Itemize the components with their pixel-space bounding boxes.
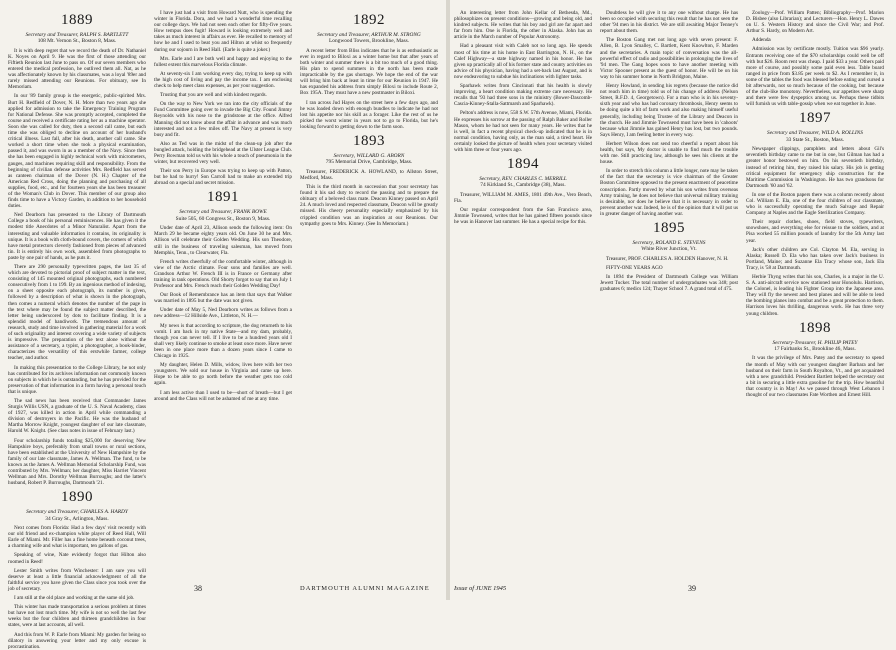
secretary-line: Secretary, ROLAND E. STEVENS [632, 240, 706, 246]
text-column [154, 10, 292, 576]
body-paragraph: Had a pleasant visit with Caleb not so long ago. He spends most of his time at his home in East Barrington, N. H., on the Calef Highway—a state highway named in his honor. He has given up practically all of his former state and county activities on advice of his physician, having had a set-back last August, and is now endeavoring to subdue his inclinations with lighter tasks. [454, 43, 592, 80]
body-paragraph: In our '89 family group is the energetic, public-spirited Mrs. Burt H. Redfield of Dover, N. H. More than two years ago she applied for admission to take the Emergency Training Program for National Defense. She was promptly accepted, completed the course and received a certificate rating her as a machine operator. Soon she was called for duty, then a second call came, but each time she was obliged to decline on account of her husband's critical illness. Last fall, after his death, another call came. She worked a short time when she took a physical examination, passed it, and was sworn in as a member of the Navy. Since then she has been engaged in highly technical work with micrometers, gauges, and machines requiring skill and responsibility. From the beginning of civilian defense activities Mrs. Redfield has served as canteen chairman of the Dover (N. H.) Chapter of the American Red Cross, doing the planning and purchasing of all supplies, food, etc., and for fourteen years she has been treasurer of the Woman's Club in Dover. This member of our group also finds time to have a Victory Garden, in addition to her household duties. [8, 93, 146, 210]
body-paragraph: Jack's other children are Col. Clayton M. Ela, serving in Alaska; Russell D. Ela who has taken over Jack's business in Portland, Maine; and Suzanne Ela Tracy whose son, Jack Ela Tracy, is '58 at Dartmouth. [746, 246, 884, 271]
body-paragraph: My news is that according to scripture, the dog returneth to his vomit. I am back in my native State—and my dam, probably, though you can never tell. If I live to be a hundred years old I shall very likely continue to smoke at least once more. Have never been in one place more than a dozen years since I came to Chicago in 1925. [154, 322, 292, 360]
body-paragraph: Speaking of wine, Nate evidently forgot that Hilton also roomed in Reed! [8, 552, 146, 565]
body-paragraph: This is the third month in succession that your secretary has found it his sad duty to record the passing and to prepare the obituary of a beloved class mate. Deacon Kinney passed on April 24. A much loved and respected classmate, Deacon will be greatly missed. His cheery personality especially emphasized by his crippled condition was an inspiration at our Reunions. Our sympathy goes to Mrs. Kinney. (See In Memoriam.) [300, 184, 438, 227]
secretary-line: Secretary, REV. CHARLES C. MERRILL [479, 176, 567, 183]
body-paragraph: Ned Dearborn has presented to the Library of Dartmouth College a book of his personal reminiscences. He has given it the modest title Anecdotes of a Minor Naturalist. Apart from the interesting and valuable information it contains, its originality is unique. It is a book with cloth-bound covers, the corners of which have metal protectors cleverly fashioned from pieces of advanced tin. It is entirely his own work, assembled from photographs to paste by one pair of hands, as he puts it. [8, 212, 146, 261]
body-paragraph: Herbie Thyng writes that his son, Charles, is a major in the U. S. A. anti-aircraft service now stationed near Honolulu. Harrison, the Colonel, is leading his Fighter Group into the Japanese area. They will fly the newest and best planes and will be able to lend the bombing planes into combat and be a great protection to them. Harrison loves his thrilling, dangerous work. He has three very young children. [746, 274, 884, 317]
secretary-line: Secretary and Treasurer, FRANK BOWE [179, 209, 267, 216]
body-paragraph: In order to stretch this column a little longer, note may be taken of the fact that the secretary is vice chairman of the Greater Boston Committee opposed to the present enactment of peacetime conscription. Partly moved by what his son writes from overseas Army training, he does not believe that universal military training is desirable, nor does he believe that it is necessary in order to prevent another war. Indeed, he is of the opinion that it will put us in greater danger of having another war. [600, 168, 738, 217]
body-paragraph: Four scholarship funds totaling $25,000 for deserving New Hampshire boys, preferably from small towns or rural sections, have been established at the University of New Hampshire by the family of our late classmate, James A. Wellman. The fund, to be known as the James A. Wellman Memorial Scholarship Fund, was contributed by Mrs. Wellman; her daughter, Miss Harriet Vincent Wellman and Mrs. Dorothy Wellman Burroughs; and the latter's husband, Robert P. Burroughs, Dartmouth '21. [8, 437, 146, 487]
body-paragraph: Herbert Wilson does not send too cheerful a report about his health, but says, My doctor is unable to find much the trouble with me. Still practicing law, although he sees his clients at the house. [600, 140, 738, 166]
left-page [0, 0, 446, 650]
class-year-heading: 1892 [353, 12, 385, 28]
right-page-number: 39 [688, 584, 696, 593]
secretary-address: 795 Memorial Drive, Cambridge, Mass. [325, 159, 413, 166]
body-paragraph: Our regular correspondent from the San Francisco area, Jimmie Townsend, writes that he has gained fifteen pounds since he was in Hanover last summer. He has a special recipe for this. [454, 207, 592, 226]
secretary-line: Secretary and Treasurer, RALPH S. BARTLETT [25, 32, 129, 38]
secretary-line: Secretary-Treasurer, H. PHILIP PATEY [772, 339, 858, 346]
class-year-heading: 1891 [207, 189, 239, 206]
secretary-line: Secretary and Treasurer, WILD A. ROLLINS [767, 130, 863, 137]
secretary-line: Secretary, WILLARD G. ABORN [333, 153, 405, 160]
body-paragraph: A recent letter from Bliss indicates that he is as enthusiastic as ever in regard to Biloxi as a winter home but that after years of both winter and summer there is a bit too much of a good thing. His plan to spend summers in the north has been made impracticable by the gas shortage. We hope the end of the war will bring him back at least in time for our Reunion in 1947. He has expanded his address from simply Biloxi to include Route 2, Box 195A. They must have a new postmaster in Biloxi. [300, 47, 438, 97]
body-paragraph: At seventy-six I am working every day, trying to keep up with the high cost of living and pay the income tax. I am enclosing check to help meet class expenses, as per your suggestion. [154, 70, 292, 90]
text-column [600, 10, 738, 576]
class-year-heading: 1897 [799, 110, 831, 127]
body-paragraph: Trusting that you are well and with kindest regards. [160, 92, 267, 99]
body-paragraph: Pelton's address is now, 558 S.W. 57th Avenue, Miami, Florida. He expresses his sorrow at the passing of Ralph Baker and Roller Mason, whom he had not seen for many years. He writes that he is well, in fact a recent physical check-up indicated that he is in normal condition, having only, as the man said, a tired heart. He certainly looked the picture of health when your secretary visited with him three or four years ago. [454, 110, 592, 153]
secretary-address: 74 Kirkland St., Cambridge (38), Mass. [480, 182, 566, 189]
body-paragraph: I am less active than I used to be—short of breath—but I get around and the Class will not be ashamed of me at any time. [154, 389, 292, 402]
body-paragraph: Treasurer, WILLIAM M. AMES, 1801 49th Ave., Vero Beach, Fla. [454, 191, 592, 204]
secretary-line: Secretary and Treasurer, ARTHUR M. STRONG [317, 32, 421, 38]
issue-date: Issue of JUNE 1945 [454, 585, 507, 592]
body-paragraph: My daughter, Helen D. Mills, widow, lives here with her two youngsters. We sold our house in Virginia and came up here. Hope to be able to go north before the weather gets too cold again. [154, 362, 292, 387]
body-paragraph: And this from W. P. Earle from Miami: My garden for being so dilatory in answering your letter and my only excuse is procrastination. [8, 631, 146, 650]
body-paragraph: Treasurer, FREDERICK A. HOWLAND, to Allston Street, Medford, Mass. [300, 168, 438, 181]
secretary-address: 34 Gray St., Arlington, Mass. [45, 515, 109, 522]
body-paragraph: Their son Perry in Europe was trying to keep up with Patton, but he had to hurry! Son Carroll had to make an extended trip abroad on a special and secret mission. [154, 168, 292, 187]
text-column [300, 10, 438, 576]
body-paragraph: I ran across Jud Hayes on the street here a few days ago, and he was loaded down with enough bundles to indicate he had not lost his appetite nor his skill as a forager. Like the rest of us he picked the worst winter in years not to go to Florida, but he's looking forward to getting down to the farm soon. [300, 99, 438, 130]
body-paragraph: There are 290 personally typewritten pages, the last 35 of which are devoted to pictorial proof of subject matter in the text, consisting of 145 mounted original photographs, each numbered consecutively from 1 to 199. By an ingenious method of indexing, on a sheet opposite each photograph, its number is given, followed by a description of what is shown in the photograph, then comes a numeral which denotes the number of the page in the text where may be found the subject matter described, the letter being underscored by dots to facilitate finding. It is a splendid model of handiwork. The tremendous amount of research, study and time involved in gathering material for a work of such originality and interest covering a wide variety of subjects is impressive. The preparation of the text alone without the assistance of a secretary, a typist, a photographer, a book-binder, characterizes the versatility of this erstwhile farmer, college teacher, and author. [8, 264, 146, 362]
right-page [450, 0, 896, 600]
body-paragraph: Treasurer, PROF. CHARLES A. HOLDEN Hanover, N. H. [606, 255, 729, 262]
body-paragraph: It was the privilege of Mrs. Patey and the secretary to spend the month of May with our youngest daughter Barbara and her husband on their farm in South Royalton, Vt., and get acquainted with a new grandchild. President Bartlett helped the secretary out a bit in securing a little extra gasoline for the trip. How beautiful that country is in May! As we passed through West Lebanon I thought of our two classmates Fate Worthen and Ernest Hill. [746, 355, 884, 399]
body-paragraph: In one of the Boston papers there was a column recently about Col. William E. Ela, one of the four children of our classmate, who is successfully operating the much Salvage and Repair Company at Naples and the Eagle Sterilization Company. [746, 191, 884, 217]
body-paragraph: Lester Smith writes from Winchester: I am sure you will deserve at least a little financial acknowledgment of all the faithful service you have given the Class since you took over the job of secretary. [8, 567, 146, 592]
body-paragraph: Zoology—Prof. William Patten; Bibliography—Prof. Marion D. Bisbee (also Librarian); and Lecturers—Hon. Henry L. Dawes on U. S. Western History and since the Civil War; and Prof. Arthur S. Hardy, on Modern Art. [746, 10, 884, 35]
secretary-address: 17 Fairbanks St., Brookline 46, Mass. [774, 346, 856, 353]
body-paragraph: Admission was by certificate mostly. Tuition was $96 yearly. Entrants receiving one of the $70 scholarships could well be off with but $26. Room rent was cheap. I paid $33 a year. Others paid more of course, and possibly some paid even less. Table board ranged in price from $3.85 per week to $2. As I remember it, in some of the tables the food was blessed before eating and cursed a bit afterwards, not so much because of the cooking, but because of the club-like monotony. Nevertheless, our appetites were sharp and there were few dyspeptics among us. Perhaps these tidbits will furnish us with table-gossip when we eat together in June. [746, 46, 884, 108]
body-paragraph: Mrs. Earle and I are both well and happy and enjoying to the fullest extent this marvelous Florida climate. [154, 55, 292, 68]
text-column [746, 10, 884, 576]
class-year-heading: 1893 [353, 133, 385, 150]
magazine-title: DARTMOUTH ALUMNI MAGAZINE [300, 585, 430, 592]
body-paragraph: I am still at the old place and working at the same old job. [14, 595, 135, 602]
body-paragraph: In making this presentation to the College Library, he not only has contributed for its archives information not commonly known on subjects in which he is outstanding, but he has provided for the preservation of that information in a form having a personal touch that is unique. [8, 364, 146, 395]
body-paragraph: I have just had a visit from Howard Nutt, who is spending the winter in Florida. Dora, and we had a wonderful time recalling our college days. We had not seen each other for fifty-five years. How tempus does fugit! Howard is looking extremely well and takes as much interest in affairs as ever. He recalled to memory of how he and I used to beat you and Hilton at whist so frequently during our sojourn in Reed Hall. (Earle is quite a joker.) [154, 10, 292, 53]
body-paragraph: Under date of April 23, Allison sends the following item: On March 29 he became eighty years old. On June 30 he and Mrs. Allison will celebrate their Golden Wedding. His son Theodore, still in the business of traveling salesman, has moved from Memphis, Tenn., to Clearwater, Fla. [154, 225, 292, 256]
body-paragraph: Our Book of Remembrance has an item that says that Walker was married in 1895 but the date was not given. [154, 292, 292, 305]
body-paragraph: Next comes from Florida: Had a few days' visit recently with our old friend and ex-champion white player of Reed Hall, Will Earle of Miami. Mr. Filler has a fine home beneath coconut trees, a charming wife and what is important, ten gallons of gas. [8, 525, 146, 550]
secretary-address: 33 State St., Boston, Mass. [785, 136, 845, 143]
body-paragraph: FIFTY-ONE YEARS AGO [606, 264, 663, 271]
body-paragraph: Addenda [752, 37, 771, 44]
class-year-heading: 1895 [653, 220, 685, 236]
secretary-address: 108 Mt. Vernon St., Boston 8, Mass. [37, 38, 117, 45]
text-column [8, 10, 146, 650]
class-year-heading: 1889 [61, 12, 93, 28]
class-year-heading: 1894 [507, 156, 539, 173]
body-paragraph: On the way to New York we ran into the city officials of the Fund Committee going over to invade the Big City. Found Jimmy Reynolds with his nose to the grindstone at the office. Alfred Manning did not know about the affair in advance and was much interested and not a few miles off. The Navy at present is very busy and fit. [154, 101, 292, 138]
body-paragraph: Doubtless he will give it to any one without charge. He has been so occupied with securing this result that he has not seen the other '94 men in his district. We are still awaiting Major Tenney's report about them. [600, 10, 738, 35]
body-paragraph: Their repair clothes, shoes, field stoves, typewriters, snowshoes, and everything else for reissue to the soldiers, and at Pisa worked 55 million pounds of laundry for the 5th Army last year. [746, 219, 884, 244]
class-year-heading: 1890 [61, 489, 93, 506]
secretary-line: Secretary and Treasurer, CHARLES A. HARDY [26, 509, 128, 516]
body-paragraph: The Boston Gang met not long ago with seven present: F. Allen, B. Lyon Smalley, C. Bartlett, Kent Knowlton, F. Marden and the secretaries. A main topic of conversation was the all-powerful effect of radio and possibilities in prolonging the lives of '94 men. The Gang hopes soon to have another meeting with Victor Spooner present as the guest of honor. He will be on his way to his summer home in North Bridgton, Maine. [600, 37, 738, 80]
body-paragraph: French writes cheerfully of the comfortable winter, although in view of the Arctic climate. Four sons and families are well. Grandson Arthur W. French III is in France or Germany after training in tank operations. Old Shorty forgot to say that on July 1 Professor and Mrs. French reach their Golden Wedding Day! [154, 258, 292, 290]
body-paragraph: It is with deep regret that we record the death of Dr. Nathaniel K. Noyes on April 9. He was the first of those attending our Fiftieth Reunion last June to pass on. Of our seven members who entered the medical profession, he outlived them all. Nat, as he was affectionately known by his classmates, was a loyal '89er and rarely missed attending our Reunions. For obituary, see In Memoriam. [8, 47, 146, 91]
body-paragraph: This winter has made transportation a serious problem at times but have not lost much time. My wife is not so well the last few weeks but the four children and thirteen grandchildren in four states, were at last accounts, all well. [8, 604, 146, 629]
secretary-address: White River Junction, Vt. [641, 246, 697, 253]
body-paragraph: Sparhawk writes from Cincinnati that his health is slowly improving, a heart condition making extreme care necessary. He recalls that '93 had three sons in the ministry (Bower-Dascomb-Cascia-Kinney-Stalla-Sattmarsh and Sparhawk). [454, 83, 592, 108]
body-paragraph: Also as Ted was in the midst of the clean-up job after the bungled attack, holding the bridgehead at the Ulster League Club. Perry Bowman told us with his whole a touch of pneumonia in the winter, but recovered very well. [154, 140, 292, 166]
secretary-address: Longwood Towers, Brookline, Mass. [328, 38, 410, 45]
body-paragraph: An interesting letter from John Kellar of Bethesda, Md., philosophizes on present conditions—growing and being old, and kindred subjects. He writes that his boy and girl are far apart and far from him. One is Florida, the other in Alaska. John has an article in the March number of Popular Astronomy. [454, 10, 592, 41]
left-page-number: 38 [194, 584, 202, 593]
body-paragraph: Newspaper clippings, pamphlets and letters about Gil's seventieth birthday came to me but in one, but Gilman has had a greater honor bestowed on him. On his seventieth birthday, instead of retiring him, they raised his salary. His job is getting critical equipment for emergency ship construction for the Maritime Commission in Washington. He has two grandsons for Dartmouth '60 and '62. [746, 146, 884, 189]
body-paragraph: The sad news has been received that Commander James Sturgis Willis USN, a graduate of the U. S. Naval Academy, class of 1927, was killed in action in April while commanding a division of destroyers in the Pacific. He was the husband of Martha Morrow Knight, youngest daughter of our late classmate, Harold W. Knight. (See class notes in issue of February last.) [8, 397, 146, 435]
class-year-heading: 1898 [799, 319, 831, 336]
body-paragraph: Under date of May 5, Ned Dearborn writes as follows from a new address—12 Hillside Ave., Littleton, N. H.— [154, 307, 292, 320]
body-paragraph: Henry Howland, in sending his regrets (because the notice did not reach him in time) told us of his change of address (Nelson Street, R.F.D. 4, Georgetown). For a man who is in his seventy-sixth year and who has had coronary thrombosis, Henry seems to be doing quite a bit of farm work and also making himself useful generally, including being Trustee of the Library and Deacon in the church. He and Jimmie Townsend must have been in 'cahoots' because what Jimmie has gained Henry has lost, but two pounds. Says Henry, I am feeling better in every way. [600, 83, 738, 138]
text-column [454, 10, 592, 576]
body-paragraph: In 1894 the President of Dartmouth College was William Jewett Tucker. The total number of undergraduates was 348; post graduates 6; medics 124; Thayer School 7. A grand total of 475. [600, 274, 738, 293]
secretary-address: Suite 505, 60 Congress St., Boston 9, Mass. [175, 215, 271, 222]
